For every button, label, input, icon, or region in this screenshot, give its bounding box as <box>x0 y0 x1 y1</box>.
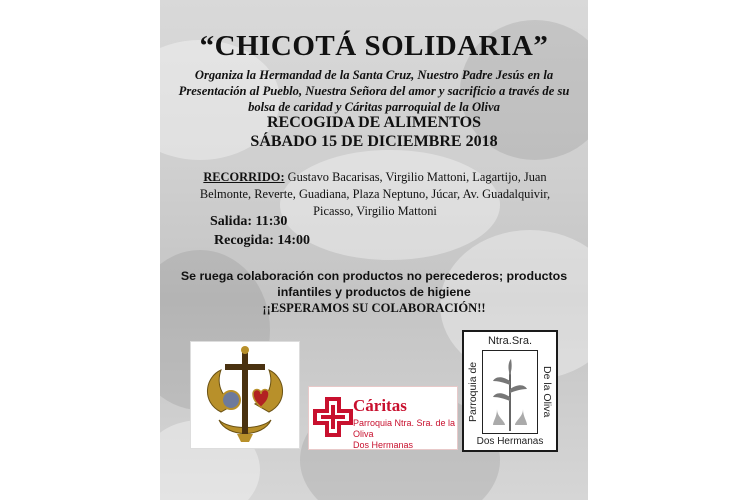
event-date: SÁBADO 15 DE DICIEMBRE 2018 <box>250 133 498 150</box>
route-label: RECORRIDO: <box>203 170 285 184</box>
poster <box>160 0 588 500</box>
request-line-1: Se ruega colaboración con productos no perecederos; productos <box>180 269 568 283</box>
parroquia-inner-frame <box>482 350 538 434</box>
event-headline: RECOGIDA DE ALIMENTOS <box>267 114 481 131</box>
parroquia-left-text: Parroquia de <box>467 361 479 423</box>
parroquia-logo <box>462 330 558 452</box>
parroquia-top-text: Ntra.Sra. <box>487 335 532 347</box>
request-line-2: infantiles y productos de higiene <box>277 285 471 299</box>
caritas-name: Cáritas <box>353 396 407 415</box>
brotherhood-crest-logo <box>190 341 300 449</box>
poster-title: “CHICOTÁ SOLIDARIA” <box>199 30 549 62</box>
organizer-text: Organiza la Hermandad de la Santa Cruz, Nuestro Padre Jesús en la Presentación al Pueblo, Nuestra Señora del amor y sacrificio a través de su bolsa de caridad y Cáritas parroquial de la Oliva <box>178 68 570 114</box>
route-paragraph <box>186 169 564 220</box>
route-streets: Gustavo Bacarisas, Virgilio Mattoni, Lagartijo, Juan Belmonte, Reverte, Guadiana, Plaza Neptuno, Júcar, Av. Guadalquivir, Picasso, Virgilio Mattoni <box>199 170 551 218</box>
olive-branch-icon <box>483 351 537 433</box>
caritas-cross-icon <box>313 397 353 437</box>
request-line-3: ¡¡ESPERAMOS SU COLABORACIÓN!! <box>262 301 486 315</box>
collaboration-request <box>180 268 568 316</box>
parroquia-bottom-text: Dos Hermanas <box>476 436 544 447</box>
cross-crest-icon <box>191 342 299 448</box>
caritas-subtitle-line-1: Parroquia Ntra. Sra. de la Oliva <box>353 418 456 439</box>
departure-time: Salida: 11:30 <box>210 214 288 229</box>
caritas-logo <box>308 386 458 450</box>
pickup-time: Recogida: 14:00 <box>214 233 311 248</box>
parroquia-right-text: De la Oliva <box>541 366 553 418</box>
caritas-subtitle-line-2: Dos Hermanas <box>353 440 414 450</box>
caritas-subtitle <box>353 418 457 451</box>
